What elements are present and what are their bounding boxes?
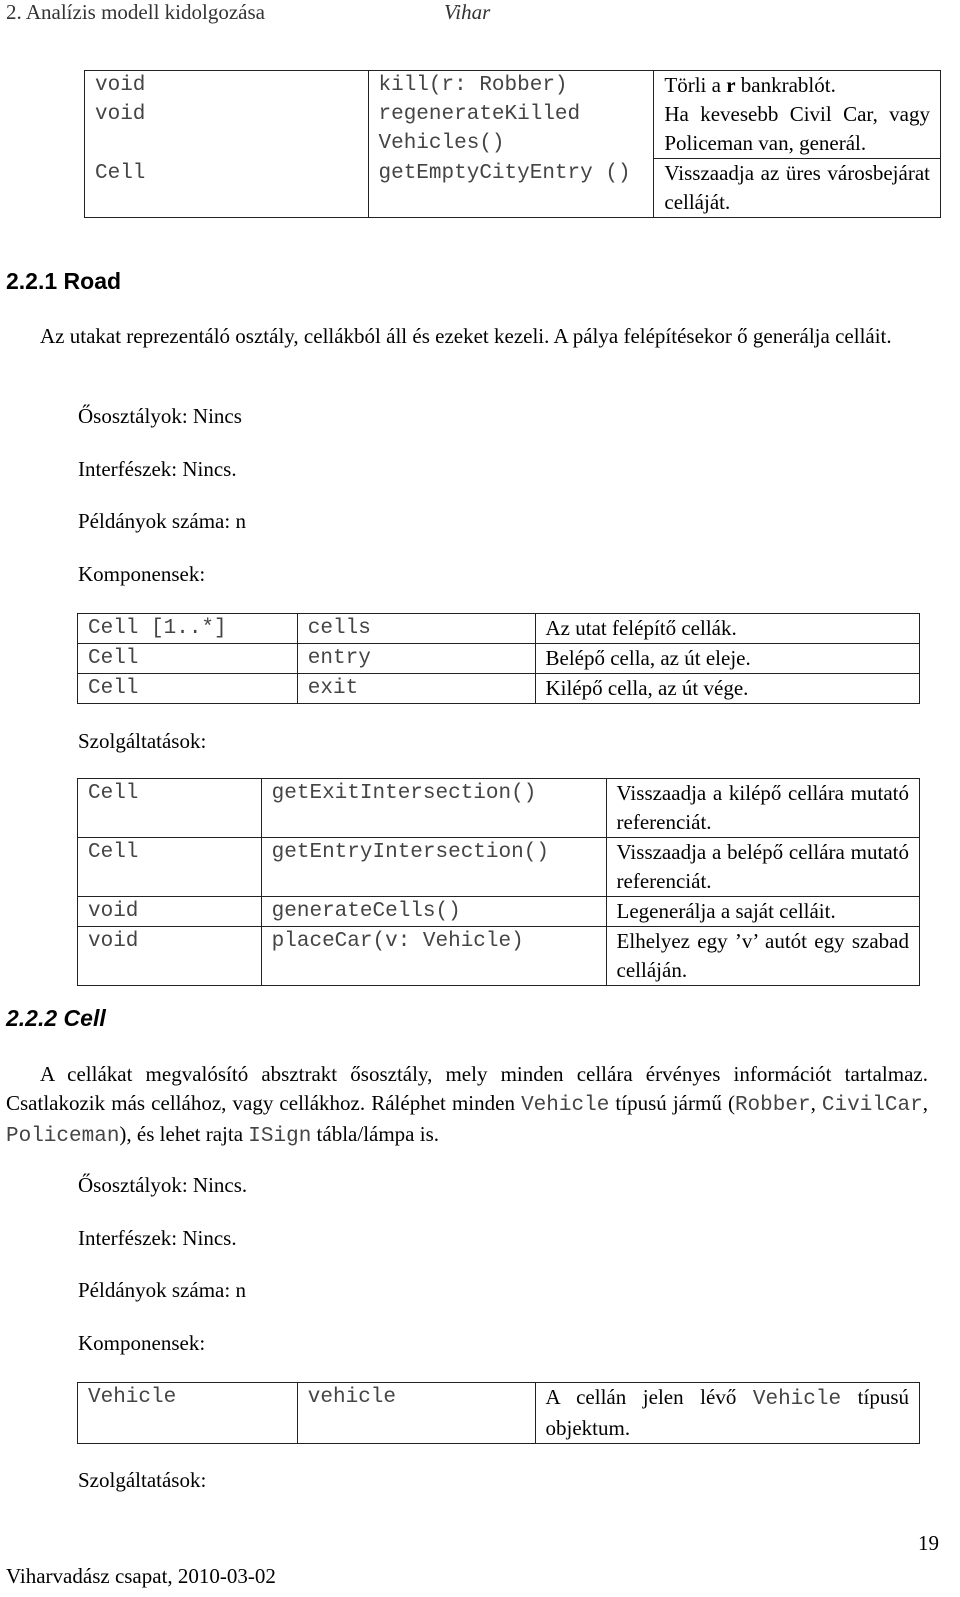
- method-description: Visszaadja a belépő cellára mutató referenciát.: [606, 838, 919, 897]
- project-name: Vihar: [444, 0, 491, 24]
- top-services-table: [84, 70, 941, 218]
- table-row: [85, 159, 941, 218]
- road-components-label: Komponensek:: [78, 562, 206, 586]
- component-description: Kilépő cella, az út vége.: [535, 674, 920, 704]
- component-description: Az utat felépítő cellák.: [535, 614, 920, 644]
- component-type: Cell: [78, 644, 298, 674]
- road-interfaces: Interfészek: Nincs.: [78, 457, 237, 481]
- road-components-table: [77, 613, 920, 704]
- table-row: [78, 614, 920, 644]
- table-row: [85, 71, 941, 101]
- table-row: [78, 674, 920, 704]
- component-name: exit: [297, 674, 535, 704]
- return-type: Cell: [78, 838, 262, 897]
- method-name: getExitIntersection(): [261, 779, 606, 838]
- road-instances: Példányok száma: n: [78, 509, 246, 533]
- code-robber: Robber: [734, 1094, 811, 1117]
- method-name: placeCar(v: Vehicle): [261, 927, 606, 986]
- cell-heading: 2.2.2 Cell: [6, 1005, 106, 1031]
- road-services-label: Szolgáltatások:: [78, 729, 207, 753]
- return-type: void: [85, 100, 369, 159]
- table-row: [78, 644, 920, 674]
- component-name: cells: [297, 614, 535, 644]
- cell-instances: Példányok száma: n: [78, 1278, 246, 1302]
- table-row: [78, 897, 920, 927]
- component-type: Cell [1..*]: [78, 614, 298, 644]
- method-name: regenerateKilled Vehicles(): [368, 100, 654, 159]
- road-superclasses: Ősosztályok: Nincs: [78, 404, 242, 428]
- component-description: Belépő cella, az út eleje.: [535, 644, 920, 674]
- method-description: Törli a r bankrablót.: [654, 71, 941, 101]
- table-row: [85, 100, 941, 159]
- road-services-table: [77, 778, 920, 986]
- code-policeman: Policeman: [6, 1125, 120, 1148]
- return-type: void: [85, 71, 369, 101]
- table-row: [78, 927, 920, 986]
- cell-components-table: [77, 1382, 920, 1444]
- method-description: Visszaadja az üres városbejárat celláját.: [654, 159, 941, 218]
- method-description: Legenerálja a saját celláit.: [606, 897, 919, 927]
- table-row: [78, 779, 920, 838]
- cell-components-label: Komponensek:: [78, 1331, 206, 1355]
- component-type: Vehicle: [78, 1383, 298, 1444]
- page-header: [0, 0, 960, 26]
- return-type: void: [78, 927, 262, 986]
- return-type: void: [78, 897, 262, 927]
- table-row: [78, 838, 920, 897]
- return-type: Cell: [85, 159, 369, 218]
- method-name: getEmptyCityEntry (): [368, 159, 654, 218]
- page-number: 19: [918, 1531, 939, 1555]
- component-description: A cellán jelen lévő Vehicle típusú objektum.: [535, 1383, 919, 1444]
- method-name: getEntryIntersection(): [261, 838, 606, 897]
- table-row: [78, 1383, 920, 1444]
- component-type: Cell: [78, 674, 298, 704]
- footer-team-date: Viharvadász csapat, 2010-03-02: [6, 1564, 276, 1588]
- code-civilcar: CivilCar: [821, 1094, 923, 1117]
- road-heading: 2.2.1 Road: [6, 268, 122, 294]
- road-intro: Az utakat reprezentáló osztály, cellákból áll és ezeket kezeli. A pálya felépítésekor ő generálja celláit.: [40, 324, 892, 348]
- return-type: Cell: [78, 779, 262, 838]
- component-name: vehicle: [297, 1383, 535, 1444]
- method-description: Ha kevesebb Civil Car, vagy Policeman van, generál.: [654, 100, 941, 159]
- component-name: entry: [297, 644, 535, 674]
- code-isign: ISign: [248, 1125, 312, 1148]
- cell-intro: A cellákat megvalósító absztrakt ősosztály, mely minden cellára érvényes információt tartalmaz. Csatlakozik más cellához, vagy cellákhoz. Ráléphet minden Vehicle típusú jármű (Robber, CivilCar, Policeman), és lehet rajta ISign tábla/lámpa is.: [6, 1062, 928, 1148]
- cell-superclasses: Ősosztályok: Nincs.: [78, 1173, 248, 1197]
- section-title: 2. Analízis modell kidolgozása: [6, 0, 265, 24]
- code-vehicle: Vehicle: [521, 1094, 610, 1117]
- method-description: Visszaadja a kilépő cellára mutató referenciát.: [606, 779, 919, 838]
- method-name: kill(r: Robber): [368, 71, 654, 101]
- cell-interfaces: Interfészek: Nincs.: [78, 1226, 237, 1250]
- method-name: generateCells(): [261, 897, 606, 927]
- method-description: Elhelyez egy ’v’ autót egy szabad celláján.: [606, 927, 919, 986]
- cell-services-label: Szolgáltatások:: [78, 1468, 207, 1492]
